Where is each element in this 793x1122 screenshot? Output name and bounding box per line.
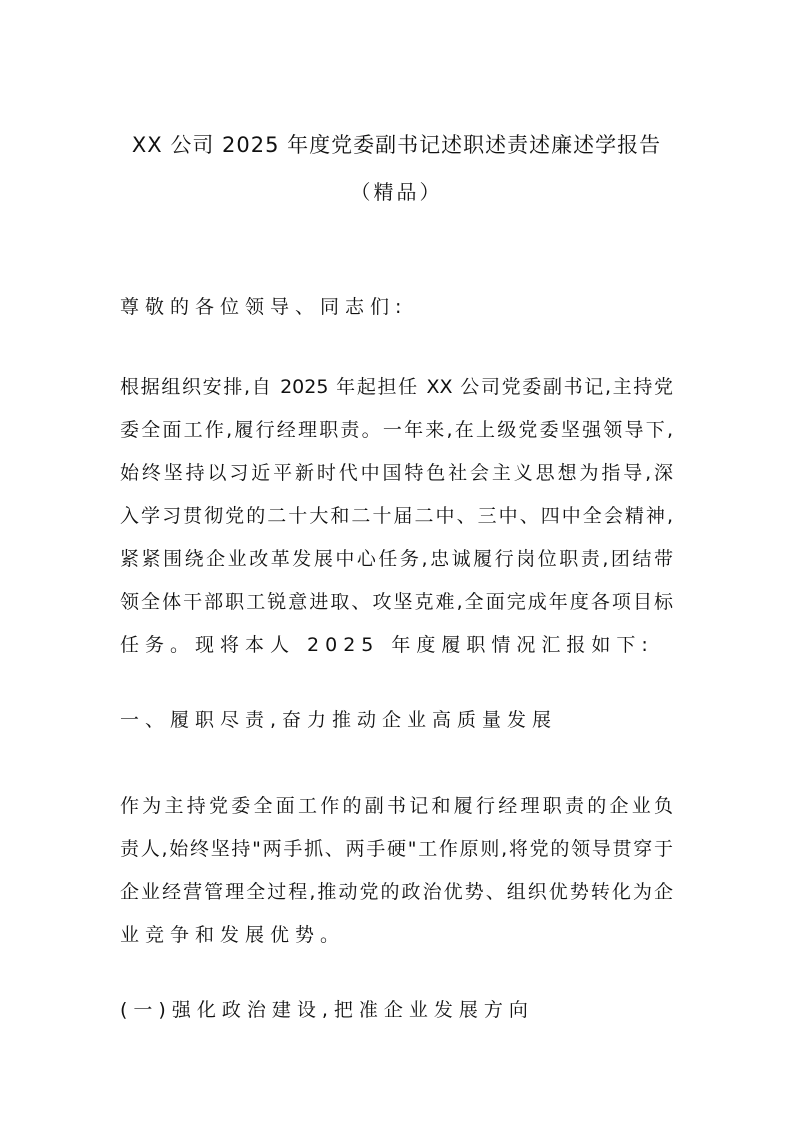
document-title: XX 公司 2025 年度党委副书记述职述责述廉述学报告 [131, 133, 662, 157]
section-heading: 一、履职尽责,奋力推动企业高质量发展 [120, 709, 558, 731]
paragraph-line: 紧紧围绕企业改革发展中心任务,忠诚履行岗位职责,团结带 [120, 548, 673, 570]
paragraph-line: 领全体干部职工锐意进取、攻坚克难,全面完成年度各项目标 [120, 591, 673, 613]
paragraph-line: 入学习贯彻党的二十大和二十届二中、三中、四中全会精神, [120, 505, 673, 527]
paragraph-line: 任务。现将本人 2025 年度履职情况汇报如下: [120, 634, 654, 656]
greeting: 尊敬的各位领导、同志们: [120, 296, 408, 318]
paragraph-line: 作为主持党委全面工作的副书记和履行经理职责的企业负 [120, 795, 673, 817]
paragraph-line: 根据组织安排,自 2025 年起担任 XX 公司党委副书记,主持党 [120, 376, 673, 398]
paragraph-line: 责人,始终坚持"两手抓、两手硬"工作原则,将党的领导贯穿于 [120, 838, 673, 860]
subsection-heading: (一)强化政治建设,把准企业发展方向 [120, 999, 534, 1021]
document-subtitle: （精品） [350, 180, 443, 204]
paragraph-line: 业竞争和发展优势。 [120, 924, 346, 946]
paragraph-line: 委全面工作,履行经理职责。一年来,在上级党委坚强领导下, [120, 419, 673, 441]
paragraph-line: 始终坚持以习近平新时代中国特色社会主义思想为指导,深 [120, 462, 673, 484]
paragraph-line: 企业经营管理全过程,推动党的政治优势、组织优势转化为企 [120, 881, 673, 903]
